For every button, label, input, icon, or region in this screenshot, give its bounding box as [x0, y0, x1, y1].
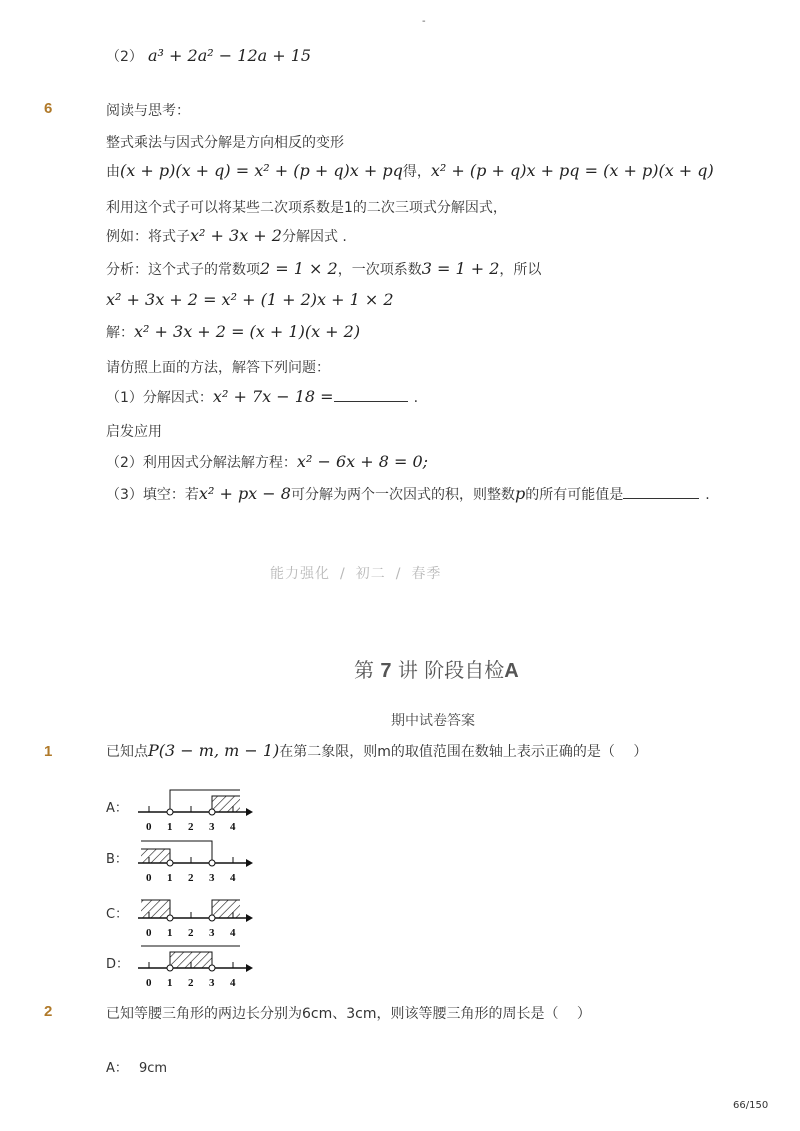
- lecture-title: [354, 654, 519, 683]
- open-point: [167, 915, 173, 921]
- open-point: [209, 860, 215, 866]
- q6-line4: [106, 226, 347, 246]
- hatched-region: [170, 952, 212, 968]
- breadcrumb-item: 初二: [355, 566, 386, 582]
- tick-label: 0: [146, 821, 152, 833]
- q6-sub1-post: .: [413, 390, 419, 406]
- q6-sub3-end: .: [705, 487, 710, 503]
- hatched-region: [212, 900, 240, 918]
- breadcrumb-item: 能力强化: [270, 566, 330, 582]
- q6-line2-pre: 由: [106, 164, 120, 180]
- q6-sub3-pre: （3）填空：若: [106, 487, 199, 503]
- q1-expr: P(3 − m, m − 1): [148, 741, 280, 760]
- exam-title: 期中试卷答案: [391, 713, 475, 729]
- hatched-region: [141, 849, 170, 863]
- option-d-label[interactable]: D：: [106, 957, 130, 972]
- prev-item-label: （2）: [106, 49, 143, 65]
- tick-label: 3: [209, 977, 215, 989]
- q6-line7-pre: 解：: [106, 325, 134, 341]
- tick-label: 1: [167, 872, 173, 884]
- q6-line5-expr2: 3 = 1 + 2: [421, 259, 500, 278]
- lecture-number: 7: [380, 660, 392, 682]
- q6-sub2-expr: x² − 6x + 8 = 0;: [296, 452, 429, 471]
- question-number-6: 6: [44, 100, 53, 117]
- q6-line1: 整式乘法与因式分解是方向相反的变形: [106, 135, 344, 151]
- q1-post: 在第二象限，则m的取值范围在数轴上表示正确的是（ ）: [279, 744, 648, 760]
- open-point: [209, 965, 215, 971]
- answer-blank: [623, 497, 699, 499]
- option-b-number-line[interactable]: [134, 837, 254, 887]
- tick-label: 4: [230, 821, 236, 833]
- q6-line5-pre: 分析：这个式子的常数项: [106, 262, 260, 278]
- q6-line7: [106, 322, 360, 342]
- q2-option-a-label: A：: [106, 1061, 128, 1076]
- tick-label: 3: [209, 872, 215, 884]
- q6-sub1-expr: x² + 7x − 18 =: [212, 387, 334, 406]
- question-number-2: 2: [44, 1003, 53, 1020]
- breadcrumb-item: 春季: [411, 566, 442, 582]
- tick-label: 3: [209, 821, 215, 833]
- tick-label: 3: [209, 927, 215, 939]
- q6-line6: x² + 3x + 2 = x² + (1 + 2)x + 1 × 2: [106, 290, 394, 309]
- tick-label: 0: [146, 927, 152, 939]
- q6-sub2-pre: （2）利用因式分解法解方程：: [106, 455, 297, 471]
- open-point: [167, 809, 173, 815]
- lecture-prefix: 第: [354, 658, 374, 682]
- q1-pre: 已知点: [106, 744, 148, 760]
- q6-sub1-pre: （1）分解因式：: [106, 390, 213, 406]
- hatched-region: [212, 796, 240, 812]
- q6-sub3-expr: x² + px − 8: [198, 484, 291, 503]
- tick-label: 0: [146, 872, 152, 884]
- tick-label: 1: [167, 821, 173, 833]
- question-number-1: 1: [44, 743, 53, 760]
- q6-sub3: [106, 484, 710, 504]
- axis-arrow: [246, 964, 253, 972]
- q6-line2-expr1: (x + p)(x + q) = x² + (p + q)x + pq: [120, 161, 403, 180]
- q6-line4-expr: x² + 3x + 2: [190, 226, 282, 245]
- q2-stem: 已知等腰三角形的两边长分别为6cm、3cm，则该等腰三角形的周长是（ ）: [106, 1006, 591, 1022]
- option-a-label[interactable]: A：: [106, 801, 128, 816]
- q6-line8: 请仿照上面的方法，解答下列问题：: [106, 360, 330, 376]
- option-a-number-line[interactable]: [134, 786, 254, 836]
- option-b-label[interactable]: B：: [106, 852, 128, 867]
- q6-line7-expr: x² + 3x + 2 = (x + 1)(x + 2): [134, 322, 361, 341]
- hatched-region: [141, 900, 170, 918]
- prev-item-expr: a³ + 2a² − 12a + 15: [148, 46, 312, 65]
- tick-label: 2: [188, 927, 194, 939]
- tick-label: 4: [230, 872, 236, 884]
- q6-line3: 利用这个式子可以将某些二次项系数是1的二次三项式分解因式，: [106, 200, 507, 216]
- answer-blank: [334, 400, 408, 402]
- tick-label: 0: [146, 977, 152, 989]
- header-mark: -: [422, 16, 426, 27]
- q6-line5-post: ，所以: [499, 262, 542, 278]
- lecture-letter: A: [504, 660, 519, 682]
- axis-arrow: [246, 859, 253, 867]
- breadcrumb: 能力强化 / 初二 / 春季: [270, 566, 442, 582]
- tick-label: 4: [230, 977, 236, 989]
- q6-sub3-var: p: [514, 484, 526, 503]
- q6-sub3-post: 的所有可能值是: [525, 487, 624, 503]
- tick-label: 4: [230, 927, 236, 939]
- q2-option-a[interactable]: [106, 1057, 167, 1076]
- tick-label: 2: [188, 872, 194, 884]
- q6-title: 阅读与思考：: [106, 103, 190, 119]
- tick-label: 2: [188, 977, 194, 989]
- q1-stem: [106, 741, 647, 761]
- open-point: [167, 965, 173, 971]
- q6-sub3-mid: 可分解为两个一次因式的积，则整数: [290, 487, 515, 503]
- lecture-mid: 讲 阶段自检: [397, 658, 505, 682]
- q6-line5-expr1: 2 = 1 × 2: [260, 259, 338, 278]
- option-c-label[interactable]: C：: [106, 907, 129, 922]
- q6-line4-pre: 例如：将式子: [106, 229, 190, 245]
- q6-sub2: [106, 452, 428, 472]
- prev-item: [106, 46, 311, 66]
- tick-label: 1: [167, 977, 173, 989]
- q6-line4-post: 分解因式 .: [281, 229, 347, 245]
- page-number: 66/150: [733, 1100, 769, 1111]
- open-point: [167, 860, 173, 866]
- q6-line5: [106, 259, 541, 279]
- option-c-number-line[interactable]: [134, 892, 254, 942]
- axis-arrow: [246, 808, 253, 816]
- q6-line2-mid: 得，: [402, 164, 431, 180]
- axis-arrow: [246, 914, 253, 922]
- q6-line5-mid: ，一次项系数: [337, 262, 422, 278]
- q6-line2: [106, 161, 714, 181]
- q6-line2-expr2: x² + (p + q)x + pq = (x + p)(x + q): [430, 161, 714, 180]
- tick-label: 1: [167, 927, 173, 939]
- option-d-number-line[interactable]: [134, 942, 254, 992]
- q6-sub1: [106, 387, 418, 407]
- q6-section: 启发应用: [106, 424, 162, 440]
- open-point: [209, 915, 215, 921]
- open-point: [209, 809, 215, 815]
- q2-option-a-value: 9cm: [139, 1061, 168, 1076]
- tick-label: 2: [188, 821, 194, 833]
